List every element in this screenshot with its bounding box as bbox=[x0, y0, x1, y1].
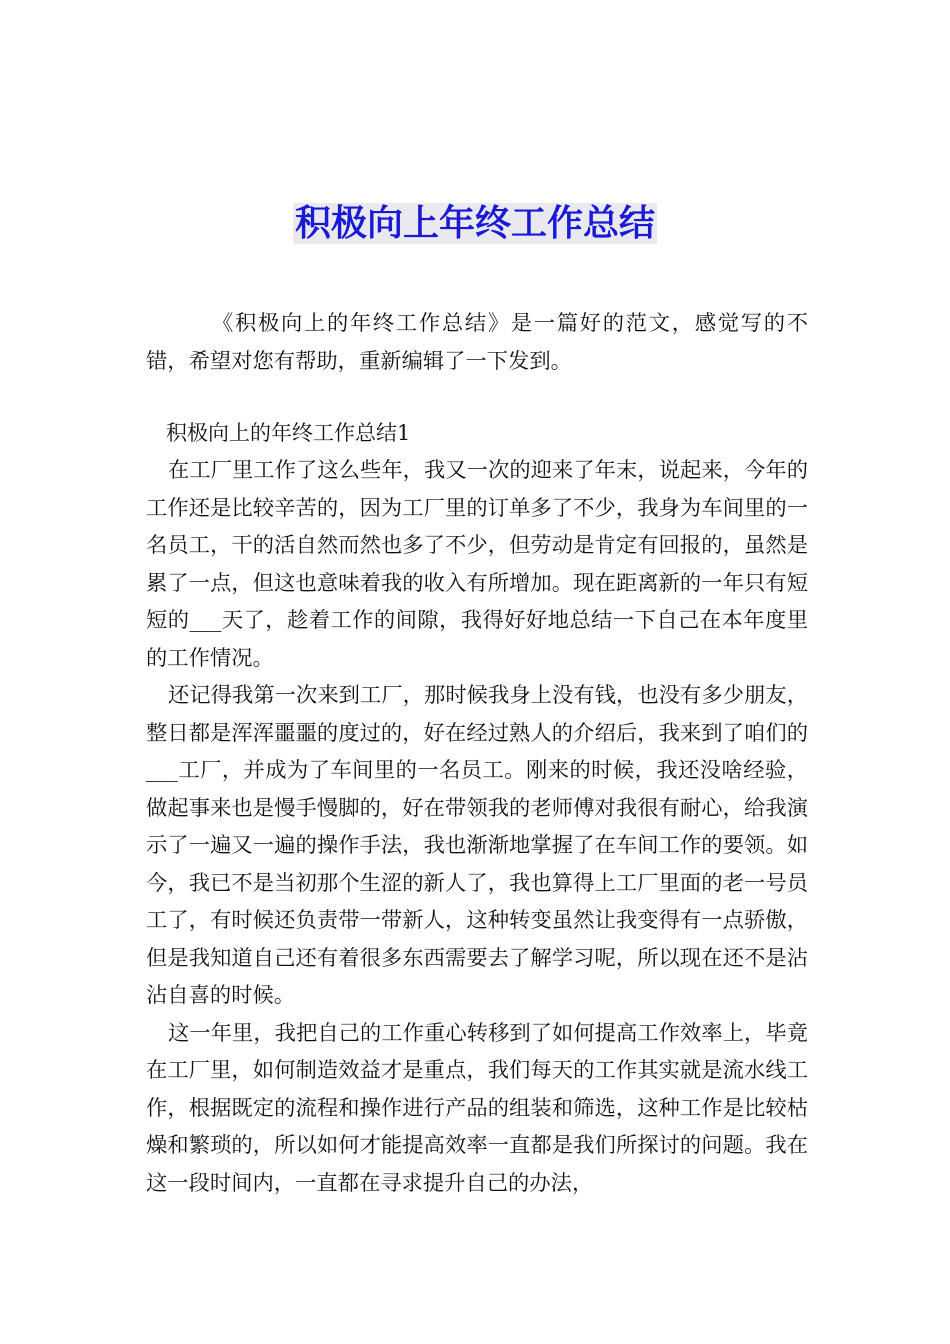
body-paragraph: 还记得我第一次来到工厂，那时候我身上没有钱，也没有多少朋友，整日都是浑浑噩噩的度过的，好在经过熟人的介绍后，我来到了咱们的___工厂，并成为了车间里的一名员工。刚来的时候，我还没啥经验，做起事来也是慢手慢脚的，好在带领我的老师傅对我很有耐心，给我演示了一遍又一遍的操作手法，我也渐渐地掌握了在车间工作的要领。如今，我已不是当初那个生涩的新人了，我也算得上工厂里面的老一号员工了，有时候还负责带一带新人，这种转变虽然让我变得有一点骄傲，但是我知道自己还有着很多东西需要去了解学习呢，所以现在还不是沾沾自喜的时候。 bbox=[146, 683, 808, 1008]
intro-paragraph: 《积极向上的年终工作总结》是一篇好的范文，感觉写的不错，希望对您有帮助，重新编辑了一下发到。 bbox=[146, 311, 808, 374]
document-title bbox=[0, 200, 950, 248]
body-paragraph: 这一年里，我把自己的工作重心转移到了如何提高工作效率上，毕竟在工厂里，如何制造效益才是重点，我们每天的工作其实就是流水线工作，根据既定的流程和操作进行产品的组装和筛选，这种工作是比较枯燥和繁琐的，所以如何才能提高效率一直都是我们所探讨的问题。我在这一段时间内，一直都在寻求提升自己的办法， bbox=[146, 1020, 808, 1196]
document-title-text: 积极向上年终工作总结 bbox=[294, 203, 655, 245]
body-paragraph: 在工厂里工作了这么些年，我又一次的迎来了年末，说起来，今年的工作还是比较辛苦的，因为工厂里的订单多了不少，我身为车间里的一名员工，干的活自然而然也多了不少，但劳动是肯定有回报的，虽然是累了一点，但这也意味着我的收入有所增加。现在距离新的一年只有短短的___天了，趁着工作的间隙，我得好好地总结一下自己在本年度里的工作情况。 bbox=[146, 458, 808, 671]
section-heading: 积极向上的年终工作总结1 bbox=[166, 421, 411, 445]
body-paragraphs bbox=[146, 452, 808, 1202]
